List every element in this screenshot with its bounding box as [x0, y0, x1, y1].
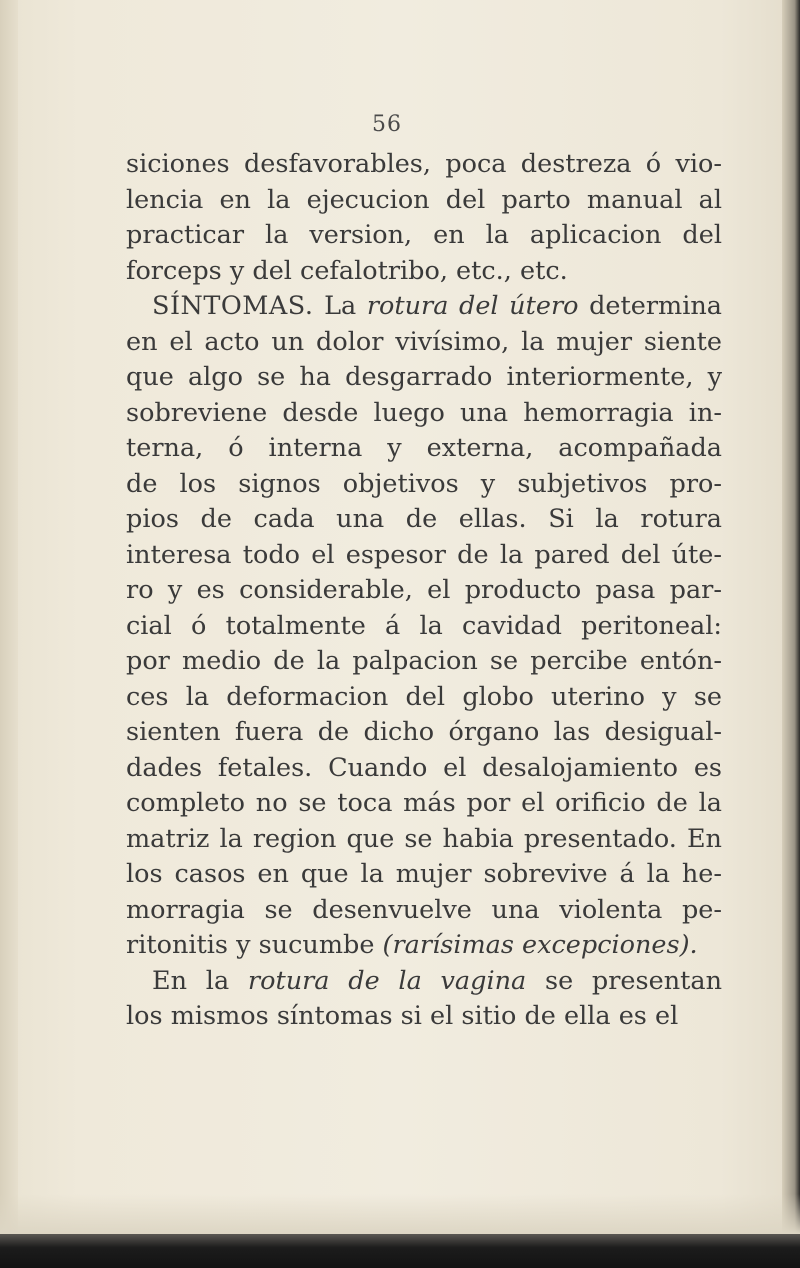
text-span: sobreviene desde luego una hemorragia in-: [126, 397, 722, 428]
text-line: [126, 147, 722, 183]
text-line: [126, 467, 722, 503]
text-line: [126, 573, 722, 609]
text-span: ritonitis y sucumbe: [126, 930, 383, 960]
body-text: [126, 147, 722, 1035]
page-gutter: [0, 0, 18, 1268]
text-line: [126, 183, 722, 219]
text-span: interesa todo el espesor de la pared del úte-: [126, 539, 722, 570]
text-span: La: [313, 291, 367, 321]
text-span: de los signos objetivos y subjetivos pro-: [126, 468, 722, 499]
italic-text: rotura de la vagina: [247, 965, 527, 996]
text-line: [126, 538, 722, 574]
text-line: [126, 822, 722, 858]
text-span: matriz la region que se habia presentado. En: [126, 823, 722, 854]
book-bottom-edge: [0, 1234, 800, 1268]
page-bottom-shade: [0, 1194, 800, 1234]
page-number: 56: [372, 112, 402, 137]
text-span: los mismos síntomas si el sitio de ella es el: [126, 1001, 679, 1031]
text-span: en el acto un dolor vivísimo, la mujer siente: [126, 326, 722, 357]
text-span: forceps y del cefalotribo, etc., etc.: [126, 255, 568, 286]
text-line: [126, 964, 722, 1000]
text-line: [126, 325, 722, 361]
text-span: dades fetales. Cuando el desalojamiento es: [126, 752, 722, 783]
text-line: [126, 396, 722, 432]
text-line: [126, 502, 722, 538]
text-line: [126, 857, 722, 893]
text-line: [126, 715, 722, 751]
text-line: [126, 751, 722, 787]
italic-text: rotura del útero: [366, 291, 579, 321]
text-line: [126, 609, 722, 645]
text-span: ces la deformacion del globo uterino y se: [126, 681, 722, 712]
text-line: [126, 360, 722, 396]
text-span: lencia en la ejecucion del parto manual al: [126, 184, 722, 215]
text-line: [126, 928, 722, 964]
text-span: practicar la version, en la aplicacion del: [126, 220, 722, 250]
text-line: [126, 431, 722, 467]
text-span: morragia se desenvuelve una violenta pe-: [126, 894, 722, 925]
text-span: determina: [578, 291, 722, 321]
text-span: ro y es considerable, el producto pasa par-: [126, 575, 722, 605]
text-line: [126, 254, 722, 290]
italic-text: (rarísimas excepciones).: [382, 930, 698, 960]
text-line: [126, 680, 722, 716]
text-line: [126, 786, 722, 822]
text-span: que algo se ha desgarrado interiormente, y: [126, 362, 722, 392]
text-line: [126, 893, 722, 929]
text-line: [126, 999, 722, 1035]
text-span: se presentan: [526, 965, 723, 996]
text-span: terna, ó interna y externa, acompañada: [126, 433, 722, 463]
text-span: cial ó totalmente á la cavidad peritoneal:: [126, 610, 722, 641]
text-line: [126, 289, 722, 325]
text-span: por medio de la palpacion se percibe entón-: [126, 646, 722, 676]
text-line: [126, 644, 722, 680]
text-span: sienten fuera de dicho órgano las desigual-: [126, 717, 722, 747]
page-edge-shadow: [782, 0, 800, 1268]
text-span: En la: [152, 965, 248, 996]
text-line: [126, 218, 722, 254]
text-span: siciones desfavorables, poca destreza ó vio-: [126, 149, 722, 179]
text-span: los casos en que la mujer sobrevive á la he-: [126, 859, 722, 889]
text-span: completo no se toca más por el orificio de la: [126, 788, 722, 818]
section-heading: SÍNTOMAS.: [152, 291, 314, 321]
text-span: pios de cada una de ellas. Si la rotura: [126, 504, 722, 534]
